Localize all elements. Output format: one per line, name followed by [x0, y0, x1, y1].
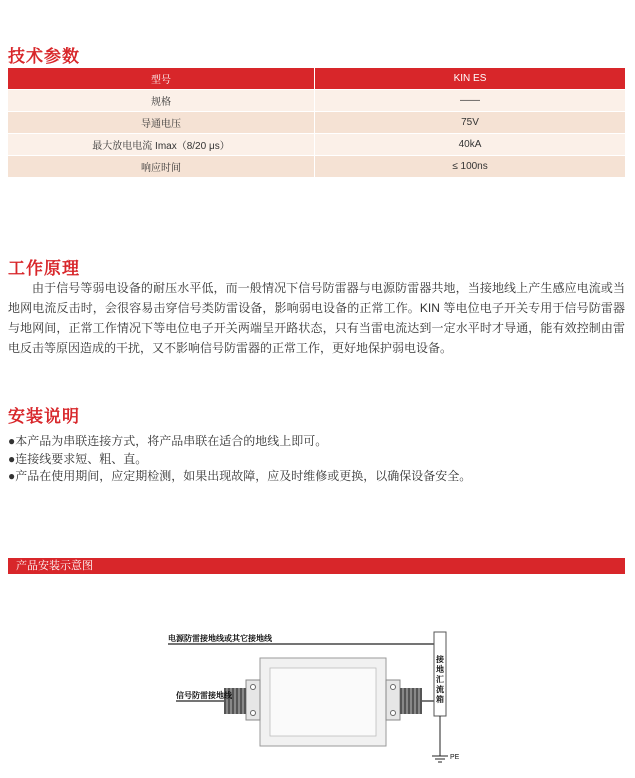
bracket-hole-icon [251, 685, 256, 690]
table-row [8, 156, 625, 178]
diagram-title: 产品安装示意图 [16, 560, 93, 572]
spec-label: 规格 [8, 90, 315, 112]
busbar-label-char: 汇 [436, 675, 444, 684]
spec-value: 75V [315, 112, 626, 134]
spec-label: 最大放电电流 Imax（8/20 μs） [8, 134, 315, 156]
bracket-hole-icon [391, 685, 396, 690]
busbar-label-char: 箱 [436, 695, 444, 704]
list-item: ●连接线要求短、粗、直。 [8, 451, 148, 466]
bracket-hole-icon [391, 711, 396, 716]
spec-label: 型号 [8, 68, 315, 90]
label-pe: PE [450, 754, 460, 761]
spec-value: KIN ES [315, 68, 626, 90]
spec-value: —— [315, 90, 626, 112]
table-row [8, 134, 625, 156]
busbar-label-char: 地 [436, 665, 444, 674]
install-diagram [8, 574, 625, 773]
table-row [8, 68, 625, 90]
label-power-ground: 电源防雷接地线或其它接地线 [168, 634, 272, 643]
install-list [8, 433, 625, 486]
list-item: ●本产品为串联连接方式，将产品串联在适合的地线上即可。 [8, 434, 328, 448]
label-signal-ground: 信号防雷接地线 [176, 691, 232, 700]
spec-label: 响应时间 [8, 156, 315, 178]
busbar-label-char: 接 [436, 655, 444, 664]
spec-value: 40kA [315, 134, 626, 156]
device-panel [270, 668, 376, 736]
spec-value: ≤ 100ns [315, 156, 626, 178]
section-title-principle: 工作原理 [8, 259, 80, 278]
busbar-label-char: 流 [436, 685, 444, 694]
diagram-header [8, 558, 625, 574]
spec-table [8, 68, 625, 178]
table-row [8, 112, 625, 134]
principle-paragraph: 由于信号等弱电设备的耐压水平低，而一般情况下信号防雷器与电源防雷器共地，当接地线上产生感应电流或当地网电流反击时，会很容易击穿信号类防雷设备，影响弱电设备的正常工作。KIN 等电位电子开关专用于信号防雷器与地网间，正常工作情况下等电位电子开关两端呈开路状态，只有当雷电流达到一定水平时才导通，能有效控制由雷电反击等原因造成的干扰，又不影响信号防雷器的正常工作，更好地保护弱电设备。 [8, 281, 625, 355]
section-title-install: 安装说明 [8, 407, 80, 426]
bracket-hole-icon [251, 711, 256, 716]
section-title-tech-params: 技术参数 [8, 47, 80, 66]
install-diagram-drawing [8, 574, 625, 773]
list-item: ●产品在使用期间，应定期检测，如果出现故障，应及时维修或更换，以确保设备安全。 [8, 469, 472, 483]
spec-label: 导通电压 [8, 112, 315, 134]
table-row [8, 90, 625, 112]
